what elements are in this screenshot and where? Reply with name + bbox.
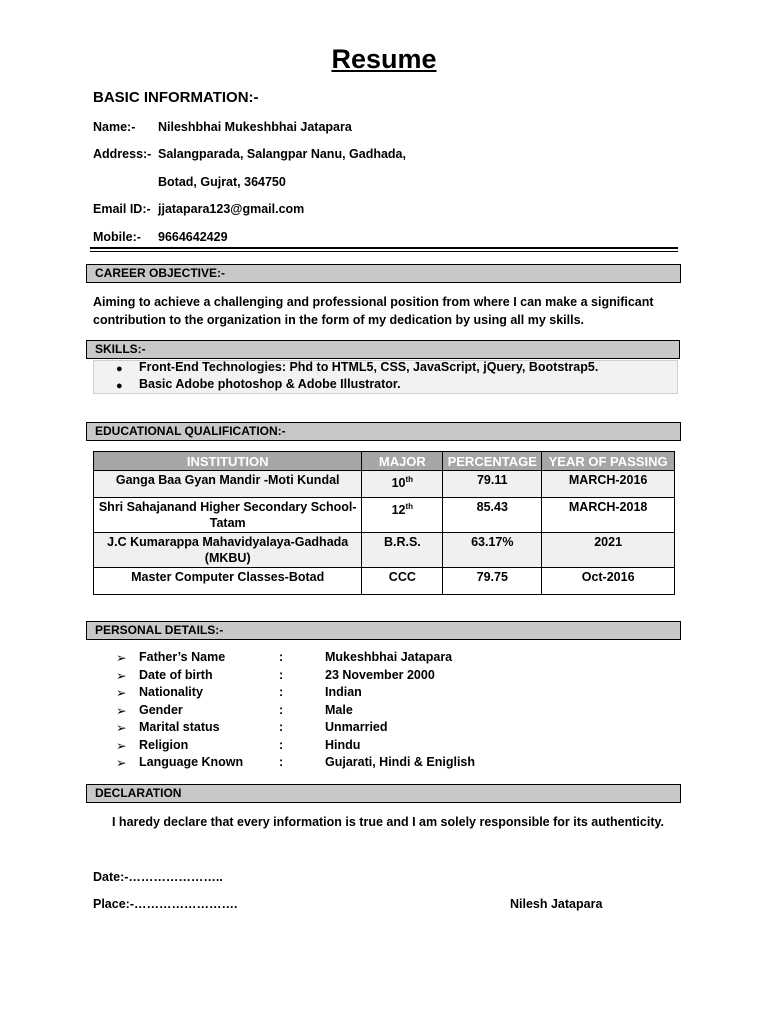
skills-heading: SKILLS:- — [86, 340, 680, 359]
arrow-bullet-icon: ➢ — [116, 721, 127, 735]
detail-separator: : — [279, 685, 284, 699]
institution-cell: Ganga Baa Gyan Mandir -Moti Kundal — [94, 471, 362, 498]
detail-value: Indian — [325, 685, 362, 699]
percentage-cell: 85.43 — [443, 498, 542, 533]
divider-rule-thin — [90, 251, 678, 252]
detail-value: Unmarried — [325, 720, 388, 734]
major-cell: 12th — [362, 498, 443, 533]
detail-key: Gender — [139, 703, 183, 717]
mobile-label: Mobile:- — [93, 230, 141, 244]
detail-key: Language Known — [139, 755, 244, 769]
detail-separator: : — [279, 650, 284, 664]
bullet-icon: ● — [116, 380, 123, 392]
basic-info-heading: BASIC INFORMATION:- — [93, 89, 259, 106]
column-header: INSTITUTION — [94, 452, 362, 471]
arrow-bullet-icon: ➢ — [116, 739, 127, 753]
detail-value: Hindu — [325, 738, 361, 752]
detail-separator: : — [279, 755, 284, 769]
table-row — [94, 498, 675, 533]
declaration-heading: DECLARATION — [86, 784, 681, 803]
year-cell: MARCH-2018 — [542, 498, 675, 533]
detail-value: 23 November 2000 — [325, 668, 435, 682]
column-header: YEAR OF PASSING — [542, 452, 675, 471]
detail-value: Mukeshbhai Jatapara — [325, 650, 453, 664]
institution-cell: Shri Sahajanand Higher Secondary School- Tatam — [94, 498, 362, 533]
detail-key: Religion — [139, 738, 189, 752]
detail-value: Gujarati, Hindi & Eniglish — [325, 755, 476, 769]
major-cell: CCC — [362, 568, 443, 595]
address-line1: Salangparada, Salangpar Nanu, Gadhada, — [158, 147, 406, 161]
detail-key: Father’s Name — [139, 650, 226, 664]
detail-key: Marital status — [139, 720, 220, 734]
major-cell: 10th — [362, 471, 443, 498]
declaration-text: I haredy declare that every information is true and I am solely responsible for its authenticity. — [111, 815, 664, 829]
signature-name: Nilesh Jatapara — [510, 897, 603, 911]
arrow-bullet-icon: ➢ — [116, 704, 127, 718]
arrow-bullet-icon: ➢ — [116, 756, 127, 770]
education-heading: EDUCATIONAL QUALIFICATION:- — [86, 422, 681, 441]
name-row — [93, 120, 352, 134]
detail-value: Male — [325, 703, 353, 717]
address-label: Address:- — [93, 147, 152, 161]
name-value: Nileshbhai Mukeshbhai Jatapara — [158, 120, 352, 134]
column-header: PERCENTAGE — [443, 452, 542, 471]
arrow-bullet-icon: ➢ — [116, 686, 127, 700]
career-objective-heading: CAREER OBJECTIVE:- — [86, 264, 681, 283]
detail-separator: : — [279, 703, 284, 717]
year-cell: Oct-2016 — [542, 568, 675, 595]
arrow-bullet-icon: ➢ — [116, 669, 127, 683]
personal-details-heading: PERSONAL DETAILS:- — [86, 621, 681, 640]
career-line-1: Aiming to achieve a challenging and professional position from where I can make a significant — [93, 295, 654, 309]
column-header: MAJOR — [362, 452, 443, 471]
institution-cell: J.C Kumarappa Mahavidyalaya-Gadhada (MKBU) — [94, 533, 362, 568]
year-cell: 2021 — [542, 533, 675, 568]
table-header-row — [94, 452, 675, 471]
skill-item: Basic Adobe photoshop & Adobe Illustrator. — [139, 377, 401, 391]
detail-separator: : — [279, 668, 284, 682]
divider-rule — [90, 247, 678, 249]
address-row — [93, 147, 406, 161]
percentage-cell: 79.11 — [443, 471, 542, 498]
detail-key: Nationality — [139, 685, 203, 699]
bullet-icon: ● — [116, 363, 123, 375]
email-value: jjatapara123@gmail.com — [158, 202, 305, 216]
detail-separator: : — [279, 738, 284, 752]
major-cell: B.R.S. — [362, 533, 443, 568]
table-row — [94, 471, 675, 498]
detail-key: Date of birth — [139, 668, 213, 682]
detail-separator: : — [279, 720, 284, 734]
date-line: Date:-………………….. — [93, 870, 223, 884]
percentage-cell: 79.75 — [443, 568, 542, 595]
table-row — [94, 568, 675, 595]
career-line-2: contribution to the organization in the form of my dedication by using all my skills. — [93, 313, 585, 327]
table-row — [94, 533, 675, 568]
mobile-value: 9664642429 — [158, 230, 228, 244]
email-row — [93, 202, 304, 216]
name-label: Name:- — [93, 120, 136, 134]
email-label: Email ID:- — [93, 202, 151, 216]
education-table — [93, 451, 675, 595]
skill-item: Front-End Technologies: Phd to HTML5, CSS, JavaScript, jQuery, Bootstrap5. — [139, 360, 599, 374]
address-line2: Botad, Gujrat, 364750 — [158, 175, 286, 189]
place-line: Place:-……………………. — [93, 897, 238, 911]
page-title: Resume — [331, 44, 437, 74]
year-cell: MARCH-2016 — [542, 471, 675, 498]
mobile-row — [93, 230, 228, 244]
percentage-cell: 63.17% — [443, 533, 542, 568]
institution-cell: Master Computer Classes-Botad — [94, 568, 362, 595]
arrow-bullet-icon: ➢ — [116, 651, 127, 665]
